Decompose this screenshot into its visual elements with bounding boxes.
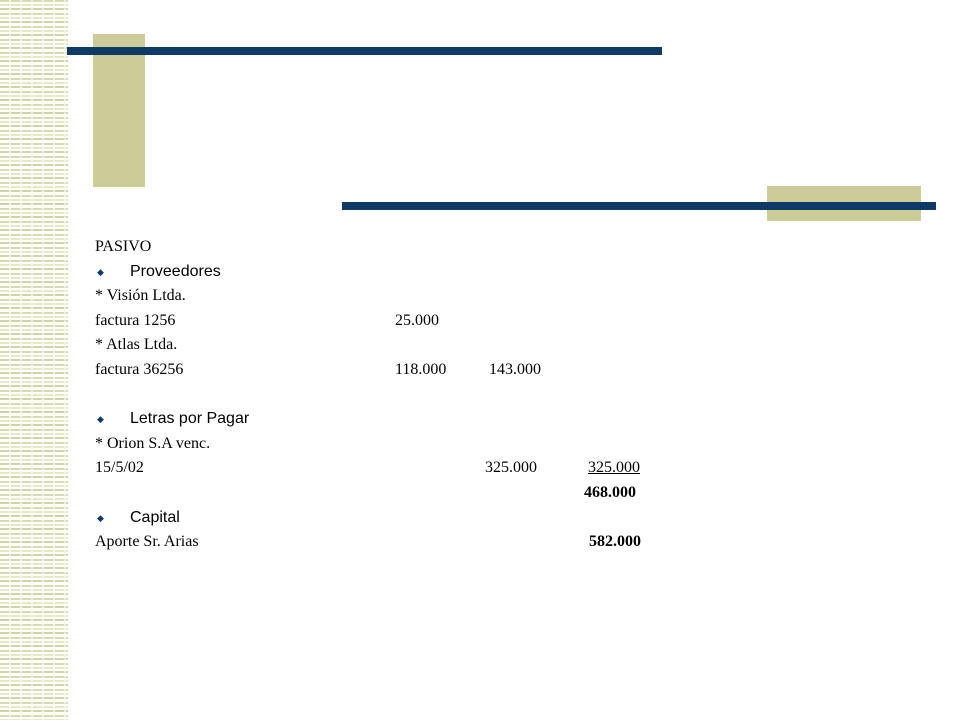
aporte-amount: 582.000	[589, 533, 641, 551]
total-pasivo: 468.000	[584, 483, 636, 501]
left-decorative-strip	[0, 0, 68, 720]
page-title: PASIVO	[95, 238, 152, 255]
diamond-bullet-icon: ◆	[97, 512, 104, 523]
bullet-proveedores	[95, 260, 715, 285]
atlas-label: * Atlas Ltda.	[95, 336, 178, 354]
factura1-row	[95, 309, 715, 334]
letras-amount-row	[95, 456, 715, 481]
letras-amount: 325.000	[485, 459, 537, 477]
orion-label: * Orion S.A venc.	[95, 434, 211, 452]
bullet-capital	[95, 506, 715, 531]
proveedores-title: Proveedores	[130, 262, 221, 280]
factura1-amount: 25.000	[395, 311, 439, 329]
bullet-letras	[95, 407, 715, 432]
total-pasivo-row	[95, 481, 715, 506]
proveedores-subtotal: 143.000	[489, 360, 541, 378]
orion-row	[95, 432, 715, 457]
decorative-line-bottom	[342, 202, 936, 210]
diamond-bullet-icon: ◆	[97, 266, 104, 277]
factura2-amount: 118.000	[395, 360, 447, 378]
decorative-line-top	[67, 47, 662, 55]
aporte-row	[95, 530, 715, 555]
factura2-row	[95, 358, 715, 383]
capital-title: Capital	[130, 508, 180, 526]
vision-label: * Visión Ltda.	[95, 287, 186, 305]
slide-content	[95, 235, 715, 555]
factura2-label: factura 36256	[95, 360, 184, 378]
decorative-block-top	[93, 34, 145, 187]
letras-title: Letras por Pagar	[130, 410, 250, 428]
spacer-row	[95, 383, 715, 408]
diamond-bullet-icon: ◆	[97, 414, 104, 425]
factura1-label: factura 1256	[95, 311, 176, 329]
letras-date: 15/5/02	[95, 459, 144, 477]
aporte-label: Aporte Sr. Arias	[95, 533, 199, 551]
atlas-row	[95, 333, 715, 358]
vision-row	[95, 284, 715, 309]
heading-row	[95, 235, 715, 260]
letras-subtotal: 325.000	[588, 459, 640, 477]
